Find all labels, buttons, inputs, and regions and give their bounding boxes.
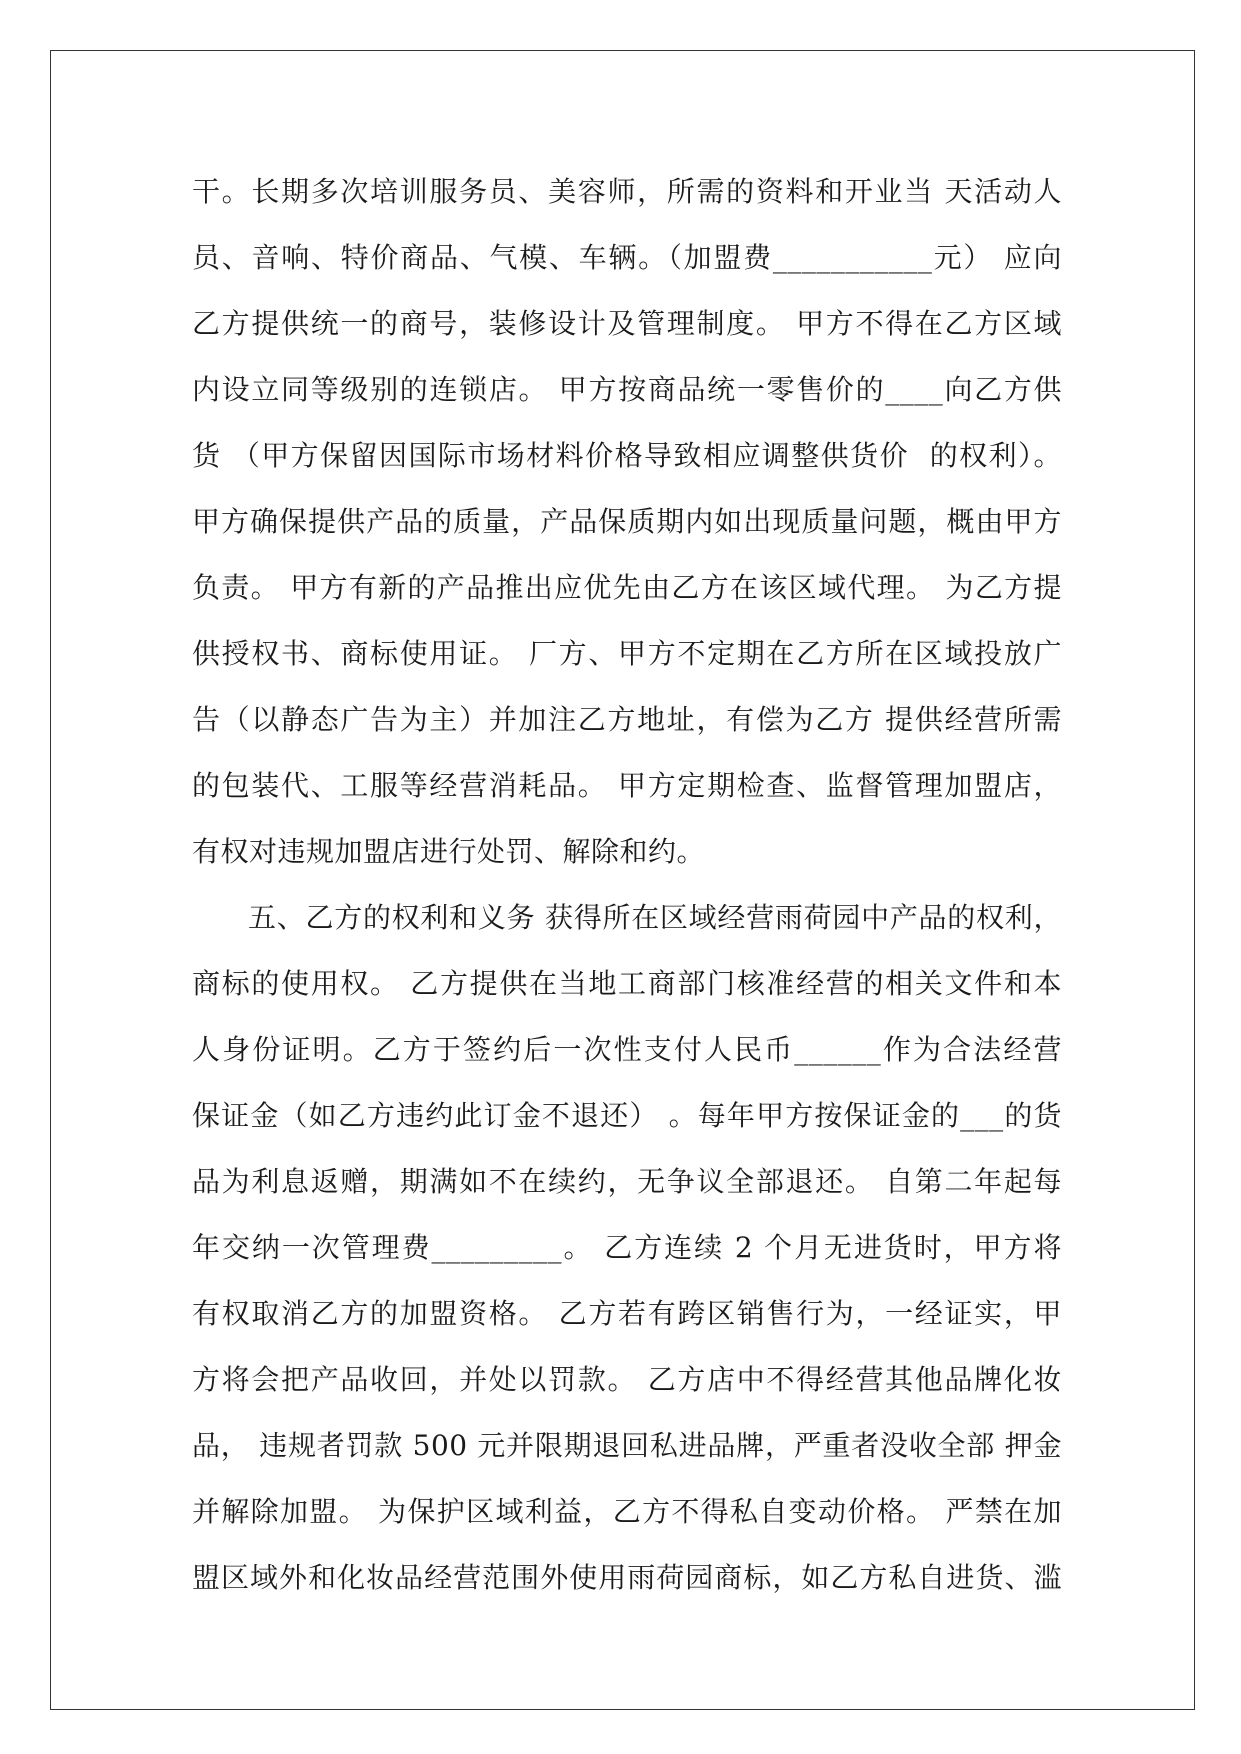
paragraph-franchisor-obligations [192,159,1062,885]
text-line: 干。长期多次培训服务员、美容师，所需的资料和开业当 天活动人 [192,175,1062,208]
text-line: 品， 违规者罚款 500 元并限期退回私进品牌，严重者没收全部 押金 [192,1429,1062,1462]
document-body [192,159,1062,1611]
text-line: 有权取消乙方的加盟资格。 乙方若有跨区销售行为，一经证实，甲 [192,1297,1062,1330]
section-heading-line: 五、乙方的权利和义务 获得所在区域经营雨荷园中产品的权利， [248,901,1062,934]
text-line: 甲方确保提供产品的质量，产品保质期内如出现质量问题，概由甲方 [192,505,1062,538]
text-line: 内设立同等级别的连锁店。 甲方按商品统一零售价的____向乙方供 [192,373,1062,406]
text-line: 人身份证明。乙方于签约后一次性支付人民币______作为合法经营 [192,1033,1062,1066]
text-line: 盟区域外和化妆品经营范围外使用雨荷园商标，如乙方私自进货、滥 [192,1561,1062,1594]
text-line: 供授权书、商标使用证。 厂方、甲方不定期在乙方所在区域投放广 [192,637,1062,670]
text-line: 负责。 甲方有新的产品推出应优先由乙方在该区域代理。 为乙方提 [192,571,1062,604]
text-line: 货 （甲方保留因国际市场材料价格导致相应调整供货价 的权利）。 [192,439,1062,472]
text-line: 保证金（如乙方违约此订金不退还） 。每年甲方按保证金的___的货 [192,1099,1062,1132]
paragraph-franchisee-rights-obligations [192,885,1062,1611]
text-line: 有权对违规加盟店进行处罚、解除和约。 [192,835,706,868]
text-line: 乙方提供统一的商号，装修设计及管理制度。 甲方不得在乙方区域 [192,307,1062,340]
text-line: 告（以静态广告为主）并加注乙方地址，有偿为乙方 提供经营所需 [192,703,1062,736]
text-line: 方将会把产品收回，并处以罚款。 乙方店中不得经营其他品牌化妆 [192,1363,1062,1396]
text-line: 品为利息返赠，期满如不在续约，无争议全部退还。 自第二年起每 [192,1165,1062,1198]
text-line: 商标的使用权。 乙方提供在当地工商部门核准经营的相关文件和本 [192,967,1062,1000]
text-line: 员、音响、特价商品、气模、车辆。（加盟费___________元） 应向 [192,241,1062,274]
text-line: 并解除加盟。 为保护区域利益，乙方不得私自变动价格。 严禁在加 [192,1495,1062,1528]
text-line: 的包装代、工服等经营消耗品。 甲方定期检查、监督管理加盟店， [192,769,1062,802]
text-line: 年交纳一次管理费_________。 乙方连续 2 个月无进货时，甲方将 [192,1231,1062,1264]
